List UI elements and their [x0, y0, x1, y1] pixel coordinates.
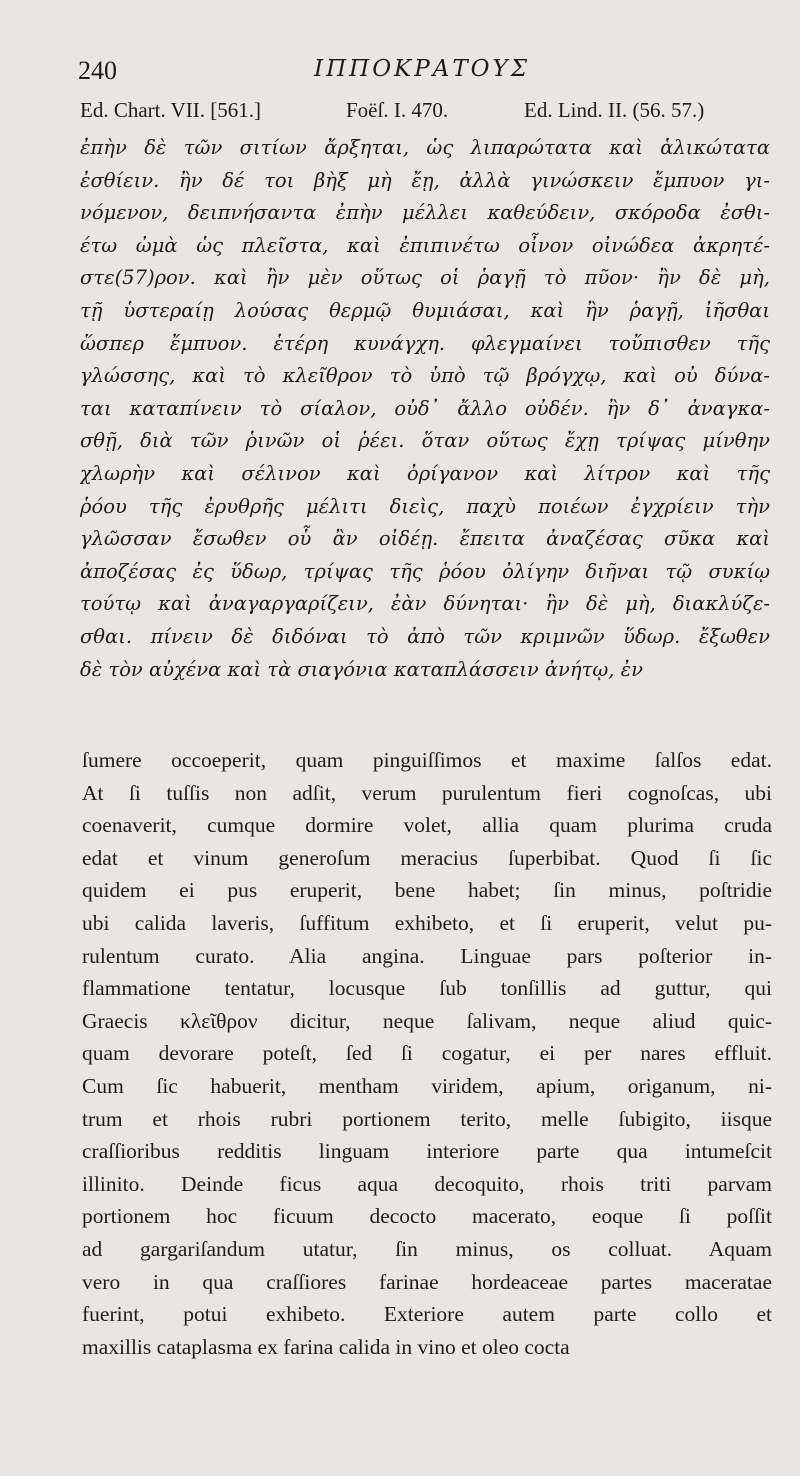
greek-text-line: ὥσπερ ἔμπυον. ἑτέρη κυνάγχη. φλεγμαίνει τοὔπισθεν τῆς	[80, 331, 770, 355]
greek-text-line: σθαι. πίνειν δὲ διδόναι τὸ ἀπὸ τῶν κριμνῶν ὕδωρ. ἔξωθεν	[80, 624, 770, 648]
greek-text-line: ἐπὴν δὲ τῶν σιτίων ἄρξηται, ὡς λιπαρώτατα καὶ ἁλικώτατα	[80, 136, 770, 159]
greek-text-line: έτω ὠμὰ ὡς πλεῖστα, καὶ ἐπιπινέτω οἶνον οἰνώδεα ἀκρητέ-	[80, 233, 770, 257]
page-number: 240	[78, 56, 117, 85]
latin-text-line: ſumere occoeperit, quam pinguiſſimos et maxime ſalſos edat.	[82, 748, 772, 772]
page-header	[78, 56, 768, 86]
edition-references	[80, 98, 770, 128]
greek-text-line: στε(57)ρον. καὶ ἢν μὲν οὕτως οἱ ῥαγῇ τὸ πῦον· ἢν δὲ μὴ,	[80, 266, 770, 290]
latin-text-line: quidem ei pus eruperit, bene habet; ſin minus, poſtridie	[82, 878, 772, 903]
latin-text-line: edat et vinum generoſum meracius ſuperbibat. Quod ſi ſic	[82, 845, 772, 870]
latin-text-line: coenaverit, cumque dormire volet, allia quam plurima cruda	[82, 813, 772, 838]
latin-text-line: illinito. Deinde ficus aqua decoquito, rhois triti parvam	[82, 1171, 772, 1196]
latin-text-block	[82, 744, 772, 1363]
latin-text-line: Cum ſic habuerit, mentham viridem, apium, origanum, ni-	[82, 1073, 772, 1098]
greek-text-line: ἀποζέσας ἐς ὕδωρ, τρίψας τῆς ῥόου ὀλίγην διῆναι τῷ συκίῳ	[80, 559, 770, 583]
greek-text-line: τούτῳ καὶ ἀναγαργαρίζειν, ἐὰν δύνηται· ἢν δὲ μὴ, διακλύζε-	[80, 592, 770, 616]
latin-text-line: trum et rhois rubri portionem terito, melle ſubigito, iisque	[82, 1106, 772, 1131]
edition-chart-ref: Ed. Chart. VII. [561.]	[80, 98, 261, 122]
running-title: ΙΠΠΟΚΡΑΤΟΥΣ	[314, 56, 530, 82]
edition-lind-ref: Ed. Lind. II. (56. 57.)	[524, 98, 705, 122]
greek-text-line: ῥόου τῆς ἐρυθρῆς μέλιτι διεὶς, παχὺ ποιέων ἐγχρίειν τὴν	[80, 494, 770, 518]
greek-text-line: χλωρὴν καὶ σέλινον καὶ ὀρίγανον καὶ λίτρον καὶ τῆς	[80, 461, 770, 485]
greek-text-line: τῇ ὑστεραίῃ λούσας θερμῷ θυμιάσαι, καὶ ἢν ῥαγῇ, ἰῆσθαι	[80, 298, 770, 322]
latin-text-line: portionem hoc ficuum decocto macerato, eoque ſi poſſit	[82, 1204, 772, 1229]
greek-text-line: γλώσσης, καὶ τὸ κλεῖθρον τὸ ὑπὸ τῷ βρόγχῳ, καὶ οὐ δύνα-	[80, 364, 770, 388]
latin-text-line: quam devorare poteſt, ſed ſi cogatur, ei per nares effluit.	[82, 1041, 772, 1066]
latin-text-line: At ſi tuſſis non adſit, verum purulentum fieri cognoſcas, ubi	[82, 780, 772, 805]
latin-text-line: flammatione tentatur, locusque ſub tonſillis ad guttur, qui	[82, 976, 772, 1001]
latin-text-line: ad gargariſandum utatur, ſin minus, os colluat. Aquam	[82, 1236, 772, 1261]
latin-text-line: maxillis cataplasma ex farina calida in vino et oleo cocta	[82, 1334, 570, 1359]
latin-text-line: rulentum curato. Alia angina. Linguae pars poſterior in-	[82, 943, 772, 968]
greek-text-line: ται καταπίνειν τὸ σίαλον, οὐδ᾽ ἄλλο οὐδέν. ἢν δ᾽ ἀναγκα-	[80, 396, 770, 420]
latin-text-line: Graecis κλεῖθρον dicitur, neque ſalivam, neque aliud quic-	[82, 1008, 772, 1033]
latin-text-line: fuerint, potui exhibeto. Exteriore autem parte collo et	[82, 1302, 772, 1327]
greek-text-line: νόμενον, δειπνήσαντα ἐπὴν μέλλει καθεύδειν, σκόροδα ἐσθι-	[80, 201, 770, 225]
greek-text-block	[80, 132, 770, 686]
latin-text-line: ubi calida laveris, ſuffitum exhibeto, et ſi eruperit, velut pu-	[82, 910, 772, 935]
latin-text-line: vero in qua craſſiores farinae hordeaceae partes maceratae	[82, 1269, 772, 1294]
edition-foes-ref: Foëſ. I. 470.	[346, 98, 449, 122]
greek-text-line: σθῇ, διὰ τῶν ῥινῶν οἱ ῥέει. ὅταν οὕτως ἔχῃ τρίψας μίνθην	[80, 429, 770, 453]
greek-text-line: δὲ τὸν αὐχένα καὶ τὰ σιαγόνια καταπλάσσειν ἀνήτῳ, ἐν	[80, 657, 643, 681]
latin-text-line: craſſioribus redditis linguam interiore parte qua intumeſcit	[82, 1139, 772, 1164]
greek-text-line: ἐσθίειν. ἢν δέ τοι βὴξ μὴ ἔῃ, ἀλλὰ γινώσκειν ἔμπυον γι-	[80, 168, 770, 192]
greek-text-line: γλῶσσαν ἔσωθεν οὗ ἂν οἰδέῃ. ἔπειτα ἀναζέσας σῦκα καὶ	[80, 527, 770, 551]
